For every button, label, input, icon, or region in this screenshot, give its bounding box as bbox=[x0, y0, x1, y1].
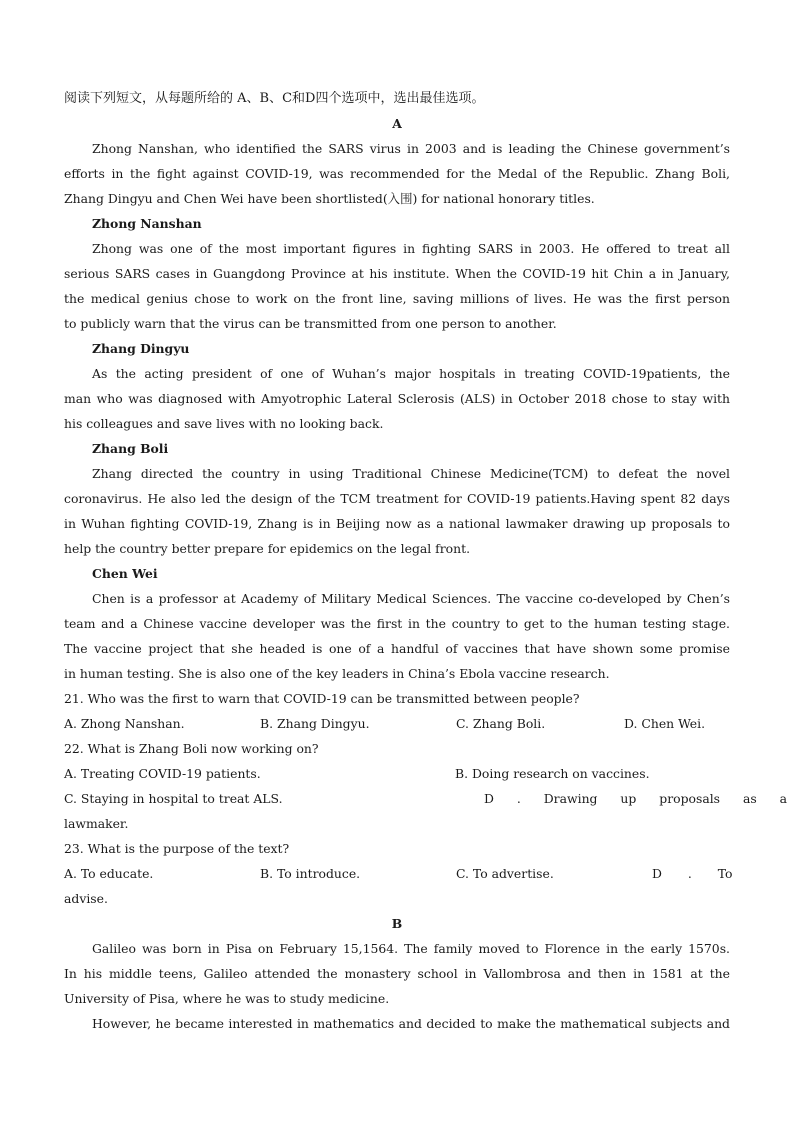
zhang-dingyu-heading: Zhang Dingyu bbox=[92, 341, 190, 356]
paragraph-line: team and a Chinese vaccine developer was the first in the country to get to the human testing stage. bbox=[64, 616, 730, 631]
paragraph-line: coronavirus. He also led the design of the TCM treatment for COVID-19 patients.Having spent 82 days bbox=[64, 491, 730, 506]
paragraph-line: serious SARS cases in Guangdong Province at his institute. When the COVID-19 hit Chin a in January, bbox=[64, 266, 730, 281]
paragraph-line: in human testing. She is also one of the key leaders in China’s Ebola vaccine research. bbox=[64, 666, 610, 681]
question-22-options-row2 bbox=[64, 786, 788, 811]
paragraph-line: help the country better prepare for epidemics on the legal front. bbox=[64, 541, 471, 556]
paragraph-line: to publicly warn that the virus can be transmitted from one person to another. bbox=[64, 316, 557, 331]
paragraph-line: Chen is a professor at Academy of Military Medical Sciences. The vaccine co-developed by Chen’s bbox=[92, 591, 730, 606]
option-a: A. Treating COVID-19 patients. bbox=[64, 766, 261, 781]
zhong-nanshan-heading: Zhong Nanshan bbox=[92, 216, 202, 231]
option-c: C. Staying in hospital to treat ALS. bbox=[64, 791, 283, 806]
question-22-options-row1 bbox=[64, 761, 730, 786]
paragraph-line: man who was diagnosed with Amyotrophic Lateral Sclerosis (ALS) in October 2018 chose to stay with bbox=[64, 391, 730, 406]
option-c: C. Zhang Boli. bbox=[456, 716, 546, 731]
zhang-boli-paragraph bbox=[64, 461, 730, 561]
chen-wei-paragraph bbox=[64, 586, 730, 686]
exam-page bbox=[64, 86, 788, 1036]
paragraph-line: As the acting president of one of Wuhan’s major hospitals in treating COVID-19patients, the bbox=[92, 366, 730, 381]
zhong-nanshan-paragraph bbox=[64, 236, 730, 336]
question-21-options bbox=[64, 711, 730, 736]
paragraph-line: the medical genius chose to work on the front line, saving millions of lives. He was the first person bbox=[64, 291, 730, 306]
option-b: B. To introduce. bbox=[260, 866, 361, 881]
passage-b-paragraph-2 bbox=[64, 1011, 730, 1036]
zhang-boli-heading: Zhang Boli bbox=[92, 441, 169, 456]
paragraph-line: in Wuhan fighting COVID-19, Zhang is in Beijing now as a national lawmaker drawing up proposals to bbox=[64, 516, 730, 531]
paragraph-line: efforts in the fight against COVID-19, was recommended for the Medal of the Republic. Zhang Boli, bbox=[64, 166, 730, 181]
instruction-text: 阅读下列短文，从每题所给的 A、B、C和D四个选项中，选出最佳选项。 bbox=[64, 91, 485, 106]
paragraph-line: The vaccine project that she headed is one of a handful of vaccines that have shown some promise bbox=[64, 641, 730, 656]
option-d: D . To bbox=[652, 866, 733, 881]
passage-a-label: A bbox=[392, 116, 402, 131]
option-d: D . Drawing up proposals as a bbox=[484, 791, 788, 806]
paragraph-line: In his middle teens, Galileo attended the monastery school in Vallombrosa and then in 1581 at the bbox=[64, 966, 730, 981]
option-c: C. To advertise. bbox=[456, 866, 554, 881]
paragraph-line: Zhong was one of the most important figures in fighting SARS in 2003. He offered to treat all bbox=[92, 241, 730, 256]
paragraph-line: Zhang Dingyu and Chen Wei have been shortlisted(入围) for national honorary titles. bbox=[64, 191, 595, 206]
question-23-stem: 23. What is the purpose of the text? bbox=[64, 841, 290, 856]
option-b: B. Doing research on vaccines. bbox=[455, 766, 650, 781]
passage-a-intro bbox=[64, 136, 730, 211]
passage-b-paragraph-1 bbox=[64, 936, 730, 1011]
option-a: A. To educate. bbox=[64, 866, 154, 881]
question-22-stem: 22. What is Zhang Boli now working on? bbox=[64, 741, 319, 756]
chen-wei-heading: Chen Wei bbox=[92, 566, 158, 581]
zhang-dingyu-paragraph bbox=[64, 361, 730, 436]
option-a: A. Zhong Nanshan. bbox=[64, 716, 185, 731]
option-d-continued: lawmaker. bbox=[64, 816, 129, 831]
paragraph-line: his colleagues and save lives with no looking back. bbox=[64, 416, 384, 431]
question-23-options bbox=[64, 861, 733, 886]
option-d: D. Chen Wei. bbox=[624, 716, 706, 731]
option-d-continued: advise. bbox=[64, 891, 108, 906]
paragraph-line: Zhong Nanshan, who identified the SARS virus in 2003 and is leading the Chinese government’s bbox=[92, 141, 730, 156]
passage-b-label: B bbox=[391, 916, 403, 931]
paragraph-line: Zhang directed the country in using Traditional Chinese Medicine(TCM) to defeat the novel bbox=[92, 466, 730, 481]
option-b: B. Zhang Dingyu. bbox=[260, 716, 370, 731]
paragraph-line: University of Pisa, where he was to study medicine. bbox=[64, 991, 390, 1006]
paragraph-line: However, he became interested in mathematics and decided to make the mathematical subjects and bbox=[92, 1016, 730, 1031]
question-21-stem: 21. Who was the first to warn that COVID-19 can be transmitted between people? bbox=[64, 691, 580, 706]
paragraph-line: Galileo was born in Pisa on February 15,1564. The family moved to Florence in the early 1570s. bbox=[92, 941, 730, 956]
